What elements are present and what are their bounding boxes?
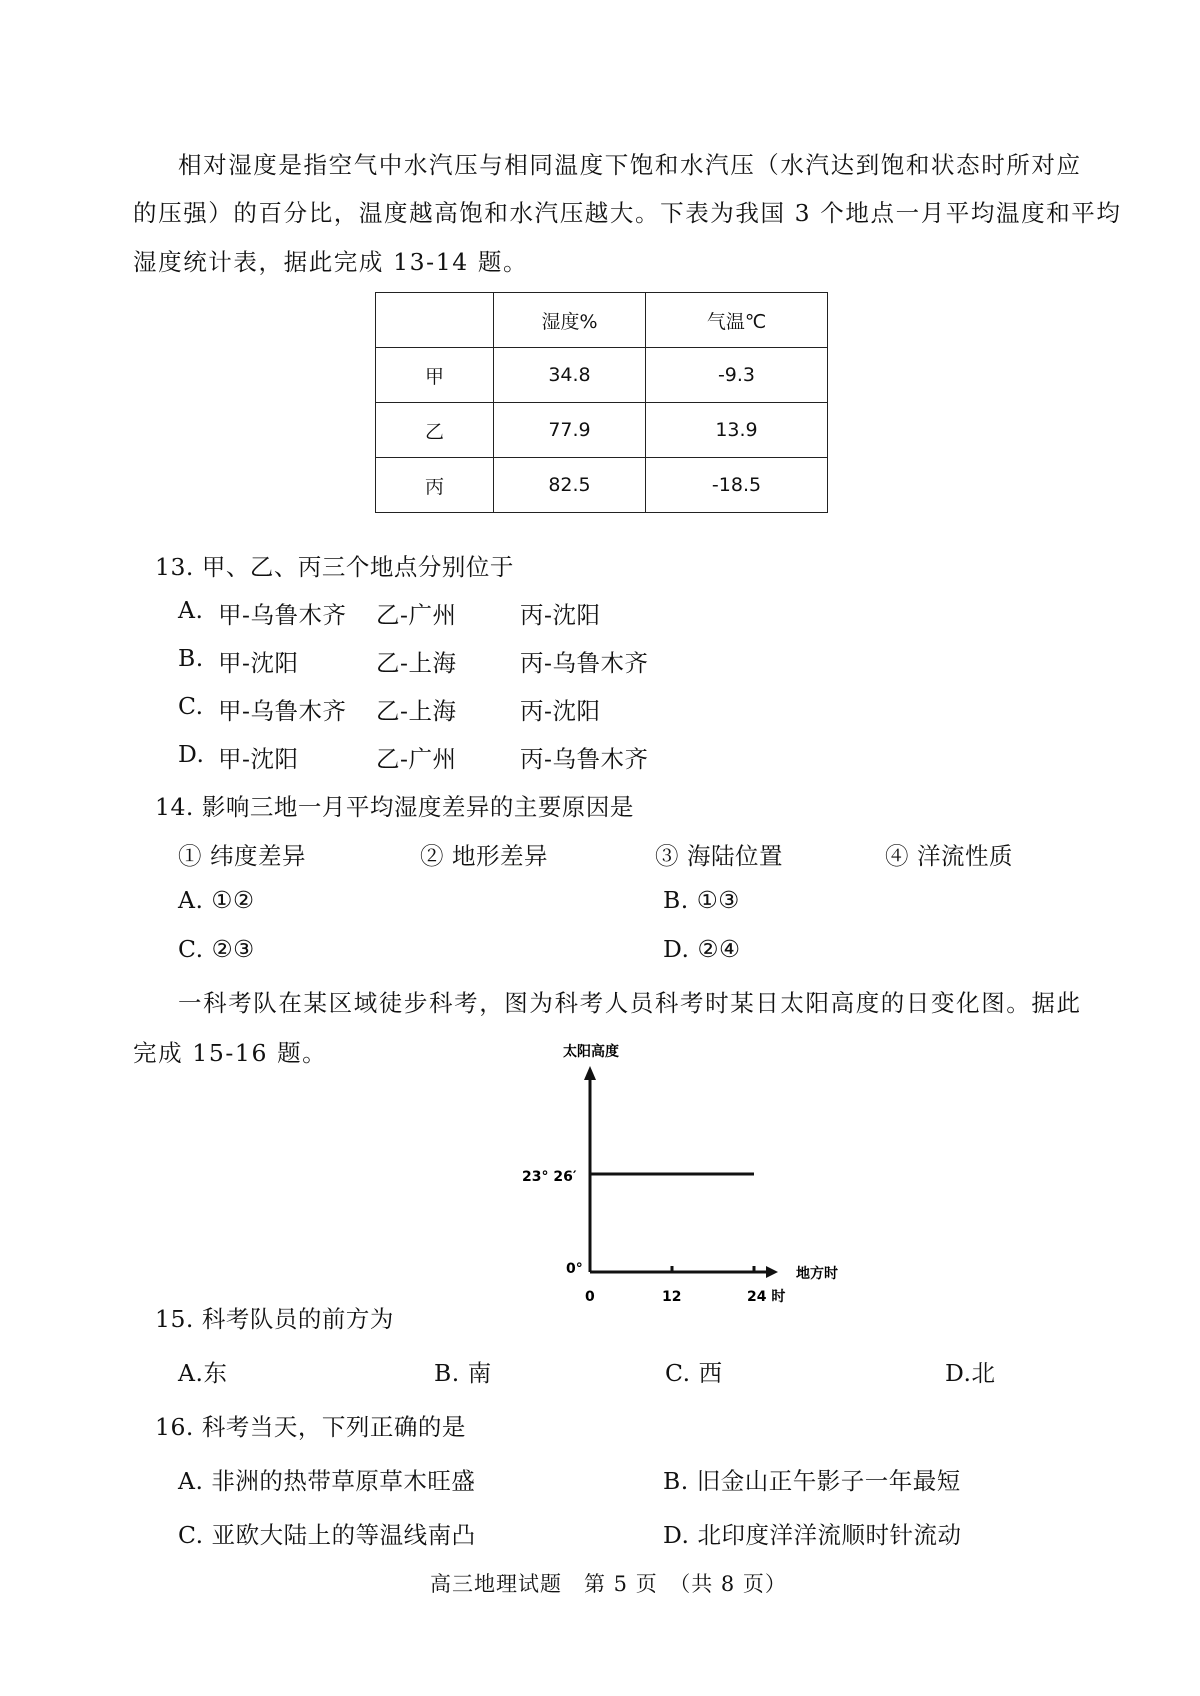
option-part: 甲-沈阳 [218,649,299,677]
option-part: 丙-乌鲁木齐 [520,745,649,773]
option-letter: C. [178,692,204,720]
q14-option-c: C. ②③ [178,935,255,963]
y-axis-arrow [584,1066,596,1080]
page-footer: 高三地理试题 第 5 页 （共 8 页） [430,1572,787,1596]
option-letter: B. [178,644,204,672]
q16-option-d: D. 北印度洋洋流顺时针流动 [663,1521,962,1549]
option-part: 甲-沈阳 [218,745,299,773]
q14-option-d: D. ②④ [663,935,741,963]
option-part: 乙-广州 [376,745,457,773]
option-part: 甲-乌鲁木齐 [218,601,347,629]
y-axis-label: 太阳高度 [563,1044,619,1060]
table-row [376,458,828,513]
option-part: 乙-上海 [376,649,457,677]
q15-option-a: A.东 [178,1359,228,1387]
chart-layer [522,1043,838,1305]
table-header-cell: 湿度% [494,293,646,348]
intro2-line-2: 完成 15-16 题。 [133,1039,328,1067]
q15-option-d: D.北 [945,1359,996,1387]
climate-table [375,292,828,513]
intro1-line-1: 相对湿度是指空气中水汽压与相同温度下饱和水汽压（水汽达到饱和状态时所对应 [178,151,1082,179]
q16-option-b: B. 旧金山正午影子一年最短 [663,1467,961,1495]
intro1-line-2: 的压强）的百分比，温度越高饱和水汽压越大。下表为我国 3 个地点一月平均温度和平均 [133,199,1122,227]
table-cell: 34.8 [494,348,646,403]
q13-stem: 13. 甲、乙、丙三个地点分别位于 [155,553,514,581]
q14-stem: 14. 影响三地一月平均湿度差异的主要原因是 [155,793,634,821]
option-part: 丙-乌鲁木齐 [520,649,649,677]
x-tick-label: 0 [585,1289,595,1305]
option-letter: A. [178,596,204,624]
table-header-row [376,293,828,348]
table-cell: -18.5 [646,458,828,513]
x-tick-label: 12 [662,1289,682,1305]
y-tick-label: 23° 26′ [522,1169,577,1185]
q16-option-a: A. 非洲的热带草原草木旺盛 [178,1467,476,1495]
q16-option-c: C. 亚欧大陆上的等温线南凸 [178,1521,476,1549]
intro1-line-3: 湿度统计表，据此完成 13-14 题。 [133,248,529,276]
table-header-cell [376,293,494,348]
table-cell: 13.9 [646,403,828,458]
table-row [376,348,828,403]
option-part: 乙-广州 [376,601,457,629]
q14-factor: ③ 海陆位置 [655,842,783,870]
table-cell: 82.5 [494,458,646,513]
q14-factor: ② 地形差异 [420,842,548,870]
q14-factor: ④ 洋流性质 [885,842,1013,870]
table-cell: 丙 [376,458,494,513]
option-part: 丙-沈阳 [520,697,601,725]
q14-factor: ① 纬度差异 [178,842,306,870]
option-part: 乙-上海 [376,697,457,725]
q15-option-b: B. 南 [434,1359,492,1387]
option-part: 丙-沈阳 [520,601,601,629]
table-cell: 77.9 [494,403,646,458]
q16-stem: 16. 科考当天，下列正确的是 [155,1413,466,1441]
table-row [376,403,828,458]
q14-option-b: B. ①③ [663,886,740,914]
q15-stem: 15. 科考队员的前方为 [155,1305,394,1333]
intro2-line-1: 一科考队在某区域徒步科考，图为科考人员科考时某日太阳高度的日变化图。据此 [178,989,1082,1017]
table-cell: 乙 [376,403,494,458]
table-header-cell: 气温℃ [646,293,828,348]
q15-option-c: C. 西 [665,1359,723,1387]
x-axis-arrow [766,1266,778,1278]
x-axis-label: 地方时 [796,1266,838,1282]
table-cell: -9.3 [646,348,828,403]
option-part: 甲-乌鲁木齐 [218,697,347,725]
q14-option-a: A. ①② [178,886,255,914]
y-tick-label: 0° [566,1261,583,1277]
table-cell: 甲 [376,348,494,403]
x-tick-label: 24 时 [747,1289,786,1305]
option-letter: D. [178,740,205,768]
